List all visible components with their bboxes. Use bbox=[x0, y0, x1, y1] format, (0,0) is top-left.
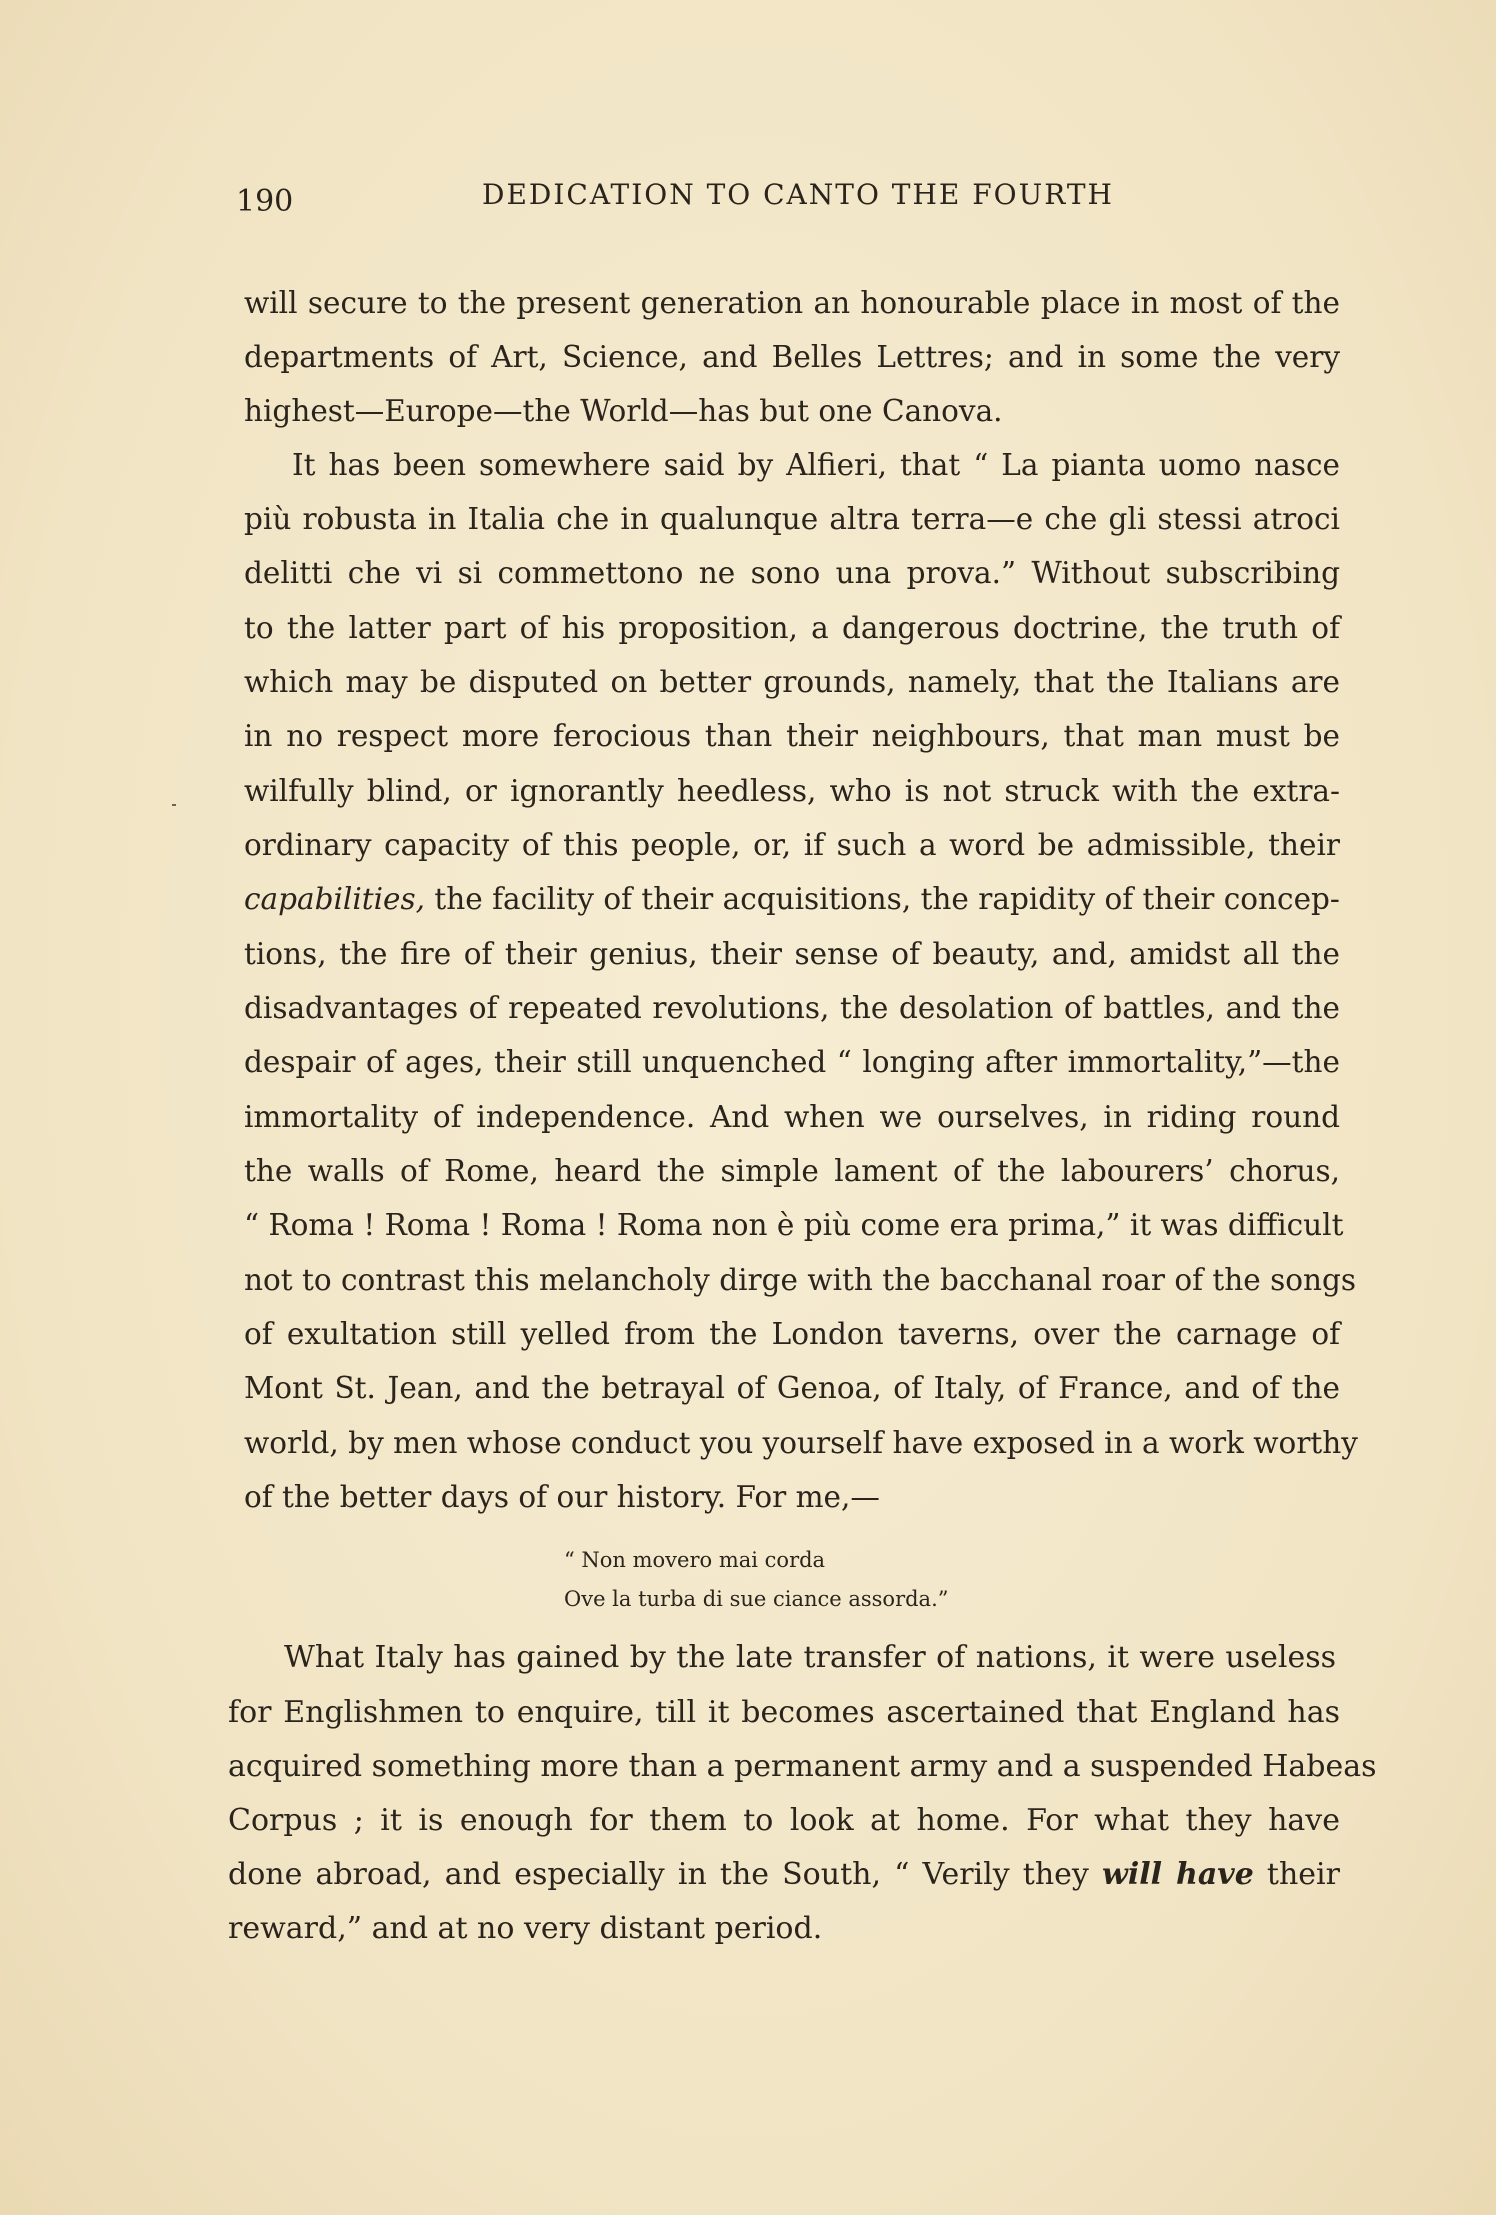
text-line: Corpus ; it is enough for them to look at home. For what they have bbox=[228, 1803, 1340, 1838]
text-line: world, by men whose conduct you yourself have exposed in a work worthy bbox=[244, 1426, 1358, 1460]
text-line: to the latter part of his proposition, a dangerous doctrine, the truth of bbox=[244, 611, 1340, 645]
text-line: of the better days of our history. For me,— bbox=[244, 1480, 880, 1514]
text-line: the walls of Rome, heard the simple lament of the labourers’ chorus, bbox=[244, 1154, 1340, 1188]
text-line: departments of Art, Science, and Belles Lettres; and in some the very bbox=[244, 340, 1340, 374]
running-head: DEDICATION TO CANTO THE FOURTH bbox=[482, 178, 1114, 211]
text-span: their bbox=[1253, 1857, 1340, 1892]
italic-phrase: will have bbox=[1102, 1857, 1254, 1892]
text-line: reward,” and at no very distant period. bbox=[228, 1911, 823, 1946]
text-line bbox=[228, 1857, 1340, 1892]
text-line: highest—Europe—the World—has but one Canova. bbox=[244, 394, 1003, 428]
page-number: 190 bbox=[236, 184, 294, 219]
text-line: despair of ages, their still unquenched “ longing after immortality,”—the bbox=[244, 1045, 1340, 1079]
ink-speck bbox=[172, 804, 176, 806]
text-line bbox=[244, 882, 1340, 916]
text-line: delitti che vi si commettono ne sono una prova.” Without subscribing bbox=[244, 556, 1340, 590]
text-line: Mont St. Jean, and the betrayal of Genoa, of Italy, of France, and of the bbox=[244, 1371, 1340, 1405]
text-line: of exultation still yelled from the London taverns, over the carnage of bbox=[244, 1317, 1340, 1351]
text-span: the facility of their acquisitions, the rapidity of their concep- bbox=[425, 882, 1340, 916]
text-line: which may be disputed on better grounds, namely, that the Italians are bbox=[244, 665, 1340, 699]
quote-line: Ove la turba di sue ciance assorda.” bbox=[564, 1587, 949, 1611]
text-line: will secure to the present generation an honourable place in most of the bbox=[244, 286, 1340, 320]
quote-line: “ Non movero mai corda bbox=[564, 1548, 826, 1572]
page-header bbox=[236, 178, 1340, 222]
italic-word: capabilities, bbox=[244, 882, 426, 916]
text-line: tions, the fire of their genius, their sense of beauty, and, amidst all the bbox=[244, 937, 1340, 971]
text-line: for Englishmen to enquire, till it becomes ascertained that England has bbox=[228, 1695, 1340, 1730]
text-line: It has been somewhere said by Alfieri, that “ La pianta uomo nasce bbox=[292, 448, 1340, 482]
text-line: not to contrast this melancholy dirge with the bacchanal roar of the songs bbox=[244, 1263, 1357, 1297]
text-line: in no respect more ferocious than their neighbours, that man must be bbox=[244, 719, 1340, 753]
text-line: immortality of independence. And when we ourselves, in riding round bbox=[244, 1100, 1340, 1134]
text-line: disadvantages of repeated revolutions, the desolation of battles, and the bbox=[244, 991, 1340, 1025]
text-line: acquired something more than a permanent army and a suspended Habeas bbox=[228, 1749, 1377, 1784]
text-line: più robusta in Italia che in qualunque altra terra—e che gli stessi atroci bbox=[244, 502, 1340, 536]
text-span: done abroad, and especially in the South, “ Verily they bbox=[228, 1857, 1102, 1892]
text-line: wilfully blind, or ignorantly heedless, who is not struck with the extra- bbox=[244, 774, 1340, 808]
text-line: What Italy has gained by the late transfer of nations, it were useless bbox=[284, 1640, 1336, 1675]
text-line: ordinary capacity of this people, or, if such a word be admissible, their bbox=[244, 828, 1340, 862]
text-line: “ Roma ! Roma ! Roma ! Roma non è più come era prima,” it was difficult bbox=[244, 1208, 1344, 1242]
